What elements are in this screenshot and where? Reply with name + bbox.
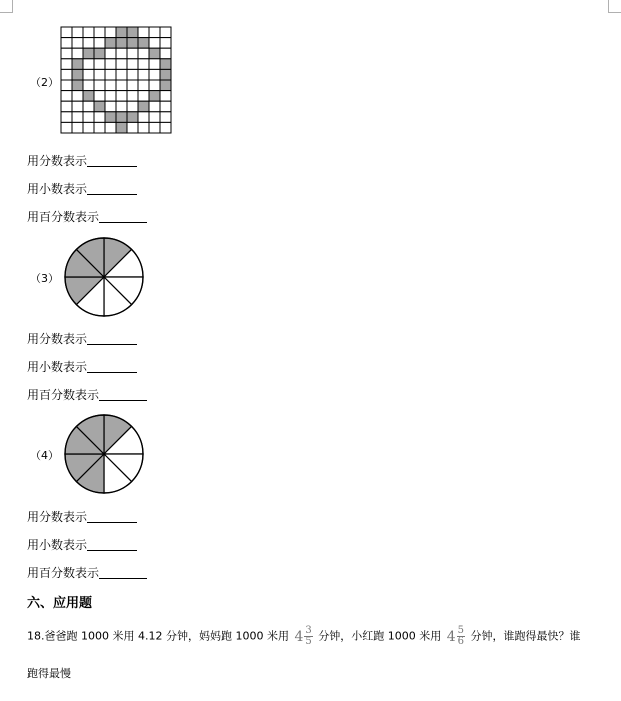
grid-cell xyxy=(105,101,116,112)
q3-fraction-prompt: 用分数表示 xyxy=(27,332,88,346)
grid-cell xyxy=(72,59,83,70)
grid-cell xyxy=(149,101,160,112)
q4-decimal-line xyxy=(27,536,137,553)
grid-cell xyxy=(72,112,83,123)
grid-cell xyxy=(83,69,94,80)
q4-fraction-blank[interactable] xyxy=(87,510,137,523)
grid-cell xyxy=(149,48,160,59)
grid-cell xyxy=(160,27,171,38)
grid-cell xyxy=(127,59,138,70)
mixed-fraction-1-numerator: 3 xyxy=(305,625,312,636)
grid-cell xyxy=(61,69,72,80)
q3-decimal-line xyxy=(27,358,137,375)
grid-cell xyxy=(105,112,116,123)
grid-cell xyxy=(61,80,72,91)
grid-cell xyxy=(105,59,116,70)
grid-cell xyxy=(72,69,83,80)
q3-percent-line xyxy=(27,386,147,403)
problem-18-part-2: 分钟，小红跑 1000 米用 xyxy=(318,629,442,643)
mixed-fraction-2-denominator: 6 xyxy=(457,636,465,647)
grid-cell xyxy=(138,122,149,133)
grid-cell xyxy=(116,48,127,59)
grid-cell xyxy=(160,69,171,80)
grid-cell xyxy=(149,112,160,123)
grid-cell xyxy=(116,101,127,112)
question-4-pie xyxy=(63,413,145,495)
q3-fraction-blank[interactable] xyxy=(87,332,137,345)
grid-cell xyxy=(61,59,72,70)
grid-cell xyxy=(138,38,149,49)
grid-cell xyxy=(105,80,116,91)
grid-cell xyxy=(116,122,127,133)
grid-cell xyxy=(149,91,160,102)
grid-cell xyxy=(160,91,171,102)
q2-fraction-prompt: 用分数表示 xyxy=(27,154,88,168)
grid-cell xyxy=(72,38,83,49)
question-3-pie xyxy=(63,236,145,318)
grid-cell xyxy=(72,80,83,91)
grid-cell xyxy=(116,38,127,49)
grid-cell xyxy=(94,101,105,112)
q3-decimal-prompt: 用小数表示 xyxy=(27,360,88,374)
grid-cell xyxy=(72,122,83,133)
section-heading: 六、应用题 xyxy=(27,596,93,611)
grid-cell xyxy=(94,38,105,49)
grid-cell xyxy=(83,59,94,70)
grid-cell xyxy=(72,48,83,59)
grid-cell xyxy=(61,27,72,38)
q3-fraction-line xyxy=(27,330,137,347)
grid-cell xyxy=(138,69,149,80)
grid-cell xyxy=(160,38,171,49)
grid-cell xyxy=(160,122,171,133)
grid-cell xyxy=(105,48,116,59)
grid-cell xyxy=(94,27,105,38)
grid-cell xyxy=(138,91,149,102)
grid-cell xyxy=(61,38,72,49)
q3-decimal-blank[interactable] xyxy=(87,360,137,373)
question-2-grid xyxy=(60,26,176,134)
grid-cell xyxy=(105,69,116,80)
grid-cell xyxy=(105,38,116,49)
grid-cell xyxy=(61,91,72,102)
grid-cell xyxy=(138,80,149,91)
grid-cell xyxy=(160,59,171,70)
problem-18-line-2: 跑得最慢 xyxy=(27,667,71,680)
q4-decimal-prompt: 用小数表示 xyxy=(27,538,88,552)
q2-decimal-line xyxy=(27,180,137,197)
grid-cell xyxy=(116,69,127,80)
mixed-fraction-1 xyxy=(294,626,312,647)
mixed-fraction-2-numerator: 5 xyxy=(457,625,465,636)
grid-cell xyxy=(94,48,105,59)
grid-cell xyxy=(83,80,94,91)
grid-cell xyxy=(94,69,105,80)
grid-cell xyxy=(138,101,149,112)
q4-percent-prompt: 用百分数表示 xyxy=(27,566,100,580)
grid-cell xyxy=(138,48,149,59)
grid-cell xyxy=(149,122,160,133)
grid-cell xyxy=(149,59,160,70)
grid-cell xyxy=(127,27,138,38)
grid-cell xyxy=(138,59,149,70)
page-corner-top-right xyxy=(608,0,621,13)
grid-cell xyxy=(127,80,138,91)
grid-cell xyxy=(127,101,138,112)
grid-cell xyxy=(61,48,72,59)
grid-cell xyxy=(94,80,105,91)
q2-fraction-blank[interactable] xyxy=(87,154,137,167)
question-3-label: （3） xyxy=(30,272,59,285)
grid-cell xyxy=(127,122,138,133)
grid-cell xyxy=(127,112,138,123)
page-corner-top-left xyxy=(0,0,13,13)
mixed-fraction-1-whole: 4 xyxy=(294,628,304,645)
grid-cell xyxy=(105,122,116,133)
grid-cell xyxy=(61,112,72,123)
q2-fraction-line xyxy=(27,152,137,169)
grid-cell xyxy=(116,27,127,38)
grid-cell xyxy=(149,38,160,49)
grid-cell xyxy=(160,80,171,91)
grid-cell xyxy=(61,101,72,112)
grid-cell xyxy=(116,59,127,70)
q2-percent-line xyxy=(27,208,147,225)
q2-percent-prompt: 用百分数表示 xyxy=(27,210,100,224)
grid-cell xyxy=(116,112,127,123)
grid-cell xyxy=(116,80,127,91)
q4-fraction-prompt: 用分数表示 xyxy=(27,510,88,524)
grid-cell xyxy=(160,48,171,59)
grid-cell xyxy=(94,59,105,70)
grid-cell xyxy=(61,122,72,133)
grid-cell xyxy=(160,101,171,112)
question-2-label: （2） xyxy=(30,76,59,89)
grid-cell xyxy=(72,27,83,38)
grid-cell xyxy=(105,91,116,102)
grid-cell xyxy=(72,91,83,102)
grid-cell xyxy=(116,91,127,102)
grid-cell xyxy=(149,69,160,80)
grid-cell xyxy=(94,112,105,123)
grid-cell xyxy=(83,48,94,59)
grid-cell xyxy=(72,101,83,112)
mixed-fraction-2 xyxy=(447,626,465,647)
grid-cell xyxy=(149,27,160,38)
mixed-fraction-1-denominator: 5 xyxy=(305,636,312,647)
q3-percent-prompt: 用百分数表示 xyxy=(27,388,100,402)
mixed-fraction-2-whole: 4 xyxy=(446,628,456,645)
q4-percent-blank[interactable] xyxy=(99,566,147,579)
grid-cell xyxy=(127,91,138,102)
problem-18-part-1: 18.爸爸跑 1000 米用 4.12 分钟，妈妈跑 1000 米用 xyxy=(27,629,289,643)
grid-cell xyxy=(138,27,149,38)
grid-cell xyxy=(83,38,94,49)
q2-decimal-prompt: 用小数表示 xyxy=(27,182,88,196)
q2-decimal-blank[interactable] xyxy=(87,182,137,195)
grid-cell xyxy=(127,38,138,49)
problem-18-line-1 xyxy=(27,626,581,647)
problem-18-part-3: 分钟，谁跑得最快？谁 xyxy=(470,629,581,643)
q3-percent-blank[interactable] xyxy=(99,388,147,401)
q4-percent-line xyxy=(27,564,147,581)
question-4-label: （4） xyxy=(30,449,59,462)
grid-cell xyxy=(83,122,94,133)
grid-cell xyxy=(127,48,138,59)
grid-cell xyxy=(94,122,105,133)
grid-cell xyxy=(83,91,94,102)
grid-cell xyxy=(83,27,94,38)
grid-cell xyxy=(149,80,160,91)
grid-cell xyxy=(160,112,171,123)
q4-decimal-blank[interactable] xyxy=(87,538,137,551)
grid-cell xyxy=(127,69,138,80)
grid-cell xyxy=(83,112,94,123)
grid-cell xyxy=(105,27,116,38)
q2-percent-blank[interactable] xyxy=(99,210,147,223)
grid-cell xyxy=(83,101,94,112)
grid-cell xyxy=(138,112,149,123)
grid-cell xyxy=(94,91,105,102)
q4-fraction-line xyxy=(27,508,137,525)
